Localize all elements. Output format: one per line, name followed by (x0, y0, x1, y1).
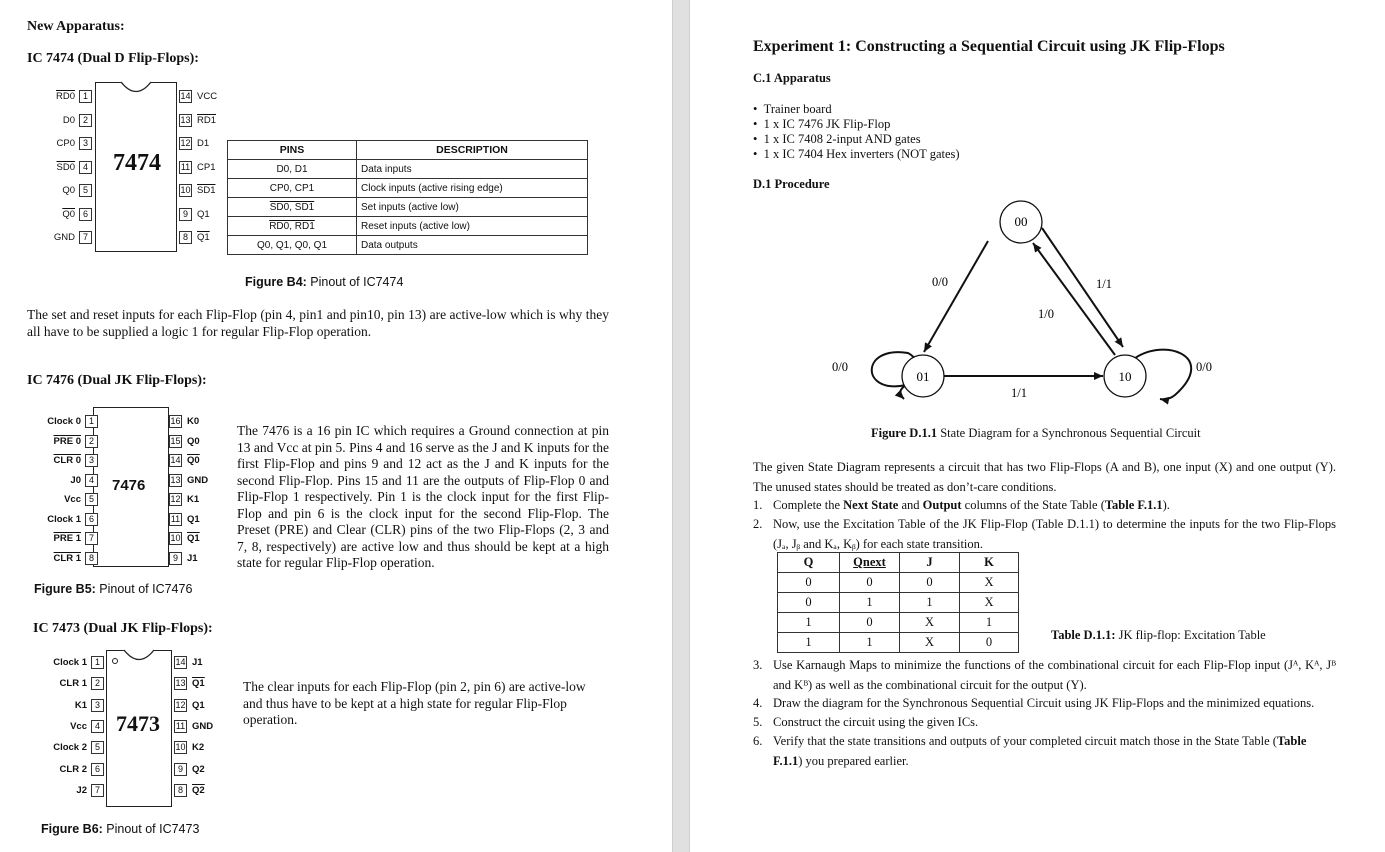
pin-label: Q0 (187, 435, 200, 447)
pin-number: 5 (79, 184, 92, 197)
table-row (778, 633, 1019, 653)
step-1-bold: Next State (843, 498, 899, 512)
pin-number: 3 (85, 454, 98, 467)
pin-label: PRE 1 (53, 533, 81, 544)
pin-label: CLR 0 (53, 455, 81, 466)
state-00-label: 00 (1014, 214, 1028, 229)
state-diagram (820, 195, 1280, 415)
figure-b4-label: Figure B4: (245, 275, 307, 289)
ic7474-label: 7474 (113, 150, 161, 176)
ic7473-notch (123, 649, 155, 663)
pin-label: K1 (187, 494, 200, 505)
pin-label: Q2 (192, 784, 205, 796)
description-cell: Reset inputs (active low) (357, 217, 588, 236)
page-heading: New Apparatus: (27, 19, 125, 34)
pin-label: Q1 (187, 533, 200, 544)
list-item-text: 1 x IC 7476 JK Flip-Flop (763, 117, 891, 131)
pin-label: CP1 (197, 161, 216, 173)
table-cell: 0 (778, 573, 840, 593)
figure-b5-text: Pinout of IC7476 (95, 582, 193, 596)
pin-number: 14 (170, 455, 181, 465)
experiment-title: Experiment 1: Constructing a Sequential Circuit using JK Flip-Flops (753, 38, 1225, 55)
pin-label: Q1 (187, 513, 200, 525)
label-10-to-00: 1/0 (1038, 307, 1054, 321)
label-10-self: 0/0 (1196, 360, 1212, 374)
pin-number: 12 (175, 699, 186, 710)
pin-number: 14 (175, 657, 186, 667)
step-6-text: ) you prepared earlier. (798, 753, 909, 768)
pin-number: 14 (180, 91, 191, 101)
description-cell: Set inputs (active low) (357, 198, 588, 217)
pin-number: 1 (85, 415, 98, 428)
pin-label: D0 (62, 114, 75, 126)
pin-label: J0 (70, 474, 81, 486)
table-cell: 1 (840, 633, 900, 653)
table-cell: 1 (960, 613, 1019, 633)
table-cell: X (960, 593, 1019, 613)
pin-number: 5 (85, 493, 98, 506)
pin-number: 11 (180, 161, 191, 172)
pin-number: 5 (91, 741, 104, 754)
table-row (778, 593, 1019, 613)
pin-number: 10 (170, 533, 181, 543)
paragraph-7474: The set and reset inputs for each Flip-Flop (pin 4, pin1 and pin10, pin 13) are active-low which is why they all have to be supplied a logic 1 for regular Flip-Flop operation. (27, 307, 609, 339)
pin-label: Q1 (197, 232, 210, 243)
list-item-text: Trainer board (763, 102, 832, 116)
pin-label: Clock 1 (47, 513, 81, 525)
pin-label: CLR 1 (59, 678, 87, 690)
pin-label: Q1 (197, 208, 210, 220)
pin-label: Q0 (62, 185, 75, 196)
ic7474-title: IC 7474 (Dual D Flip-Flops): (27, 51, 199, 66)
pin-number: 2 (91, 677, 104, 690)
figure-b4-caption (245, 275, 403, 289)
list-item-text: 1 x IC 7408 2-input AND gates (763, 132, 921, 146)
step-5: Construct the circuit using the given ICs. (773, 715, 979, 729)
table-cell: 0 (960, 633, 1019, 653)
table-d11-label: Table D.1.1: (1051, 628, 1116, 642)
figure-b6-label: Figure B6: (41, 822, 103, 836)
pin-label: CLR 1 (53, 552, 81, 564)
pins-header: PINS (228, 141, 357, 160)
pins-cell-text: SD0, SD1 (269, 201, 315, 213)
apparatus-heading: C.1 Apparatus (753, 71, 831, 85)
table-cell: 1 (840, 593, 900, 613)
ic7473-label: 7473 (116, 711, 160, 736)
step-number: 4. (753, 696, 763, 710)
pin-number: 6 (85, 513, 98, 526)
table-cell: 1 (900, 593, 960, 613)
pin-label: GND (192, 720, 214, 732)
step-4: Draw the diagram for the Synchronous Sequential Circuit using JK Flip-Flops and the minimized equations. (773, 696, 1315, 710)
pin-label: Q1 (192, 678, 205, 690)
table-d11-text: JK flip-flop: Excitation Table (1115, 628, 1266, 642)
pin-number: 11 (170, 513, 181, 524)
figure-d11-text: State Diagram for a Synchronous Sequential Circuit (937, 426, 1201, 440)
pin-label: SD1 (197, 185, 216, 196)
pin-number: 9 (169, 552, 182, 565)
pin-number: 15 (170, 435, 181, 446)
pin-label: PRE 0 (53, 435, 81, 447)
pin-number: 6 (79, 208, 92, 221)
pin-number: 1 (79, 90, 92, 103)
table-cell: X (960, 573, 1019, 593)
pin-label: Q0 (187, 455, 200, 466)
pin-number: 10 (175, 742, 186, 753)
page-gutter (672, 0, 690, 852)
list-item-text: 1 x IC 7404 Hex inverters (NOT gates) (763, 147, 960, 161)
label-00-to-10: 1/1 (1096, 277, 1112, 291)
pin1-dot (112, 658, 118, 664)
table-cell: 0 (840, 573, 900, 593)
figure-b5-caption (34, 582, 192, 596)
pin-number: 1 (91, 656, 104, 669)
step-6-text: Verify that the state transitions and outputs of your completed circuit match those in the State Table ( (773, 734, 1277, 748)
description-cell: Data outputs (357, 236, 588, 255)
figure-d11-caption (871, 426, 1201, 441)
table-cell: 0 (778, 593, 840, 613)
pin-label: Q1 (192, 699, 205, 711)
pin-label: K1 (74, 699, 87, 711)
figure-b6-caption (41, 822, 199, 836)
pin-number: 8 (85, 552, 98, 565)
step-6 (773, 732, 1336, 771)
excitation-header: J (900, 553, 960, 573)
ic7473-title: IC 7473 (Dual JK Flip-Flops): (33, 621, 213, 636)
table-row (228, 236, 588, 255)
excitation-header: Q (778, 553, 840, 573)
list-item: • 1 x IC 7404 Hex inverters (NOT gates) (753, 147, 960, 161)
excitation-header: Qnext (840, 553, 900, 573)
pin-number: 7 (85, 532, 98, 545)
ic7474-notch (120, 81, 152, 95)
pin-label: GND (53, 232, 75, 243)
table-cell: 0 (900, 573, 960, 593)
table-row (228, 198, 588, 217)
state-01-label: 01 (916, 369, 930, 384)
pin-label: J1 (187, 552, 198, 564)
pin-number: 13 (180, 114, 191, 125)
figure-d11-label: Figure D.1.1 (871, 426, 938, 440)
pin-label: SD0 (56, 161, 75, 173)
table-row (228, 179, 588, 198)
pin-label: Vcc (70, 720, 87, 732)
right-page (690, 0, 1385, 852)
edge-10-to-00 (1033, 243, 1115, 355)
pin-label: D1 (197, 138, 210, 149)
pin-label: CP0 (56, 138, 75, 149)
pins-cell: Q0, Q1, Q0, Q1 (228, 236, 357, 255)
step-1-bold: Output (922, 498, 962, 512)
step-1-text: and (898, 498, 923, 512)
pin-label: J1 (192, 657, 203, 668)
description-cell: Data inputs (357, 160, 588, 179)
table-row (228, 217, 588, 236)
step-1-bold: Table F.1.1 (1104, 498, 1163, 512)
step-number: 6. (753, 734, 763, 748)
table-cell: 0 (840, 613, 900, 633)
excitation-header: K (960, 553, 1019, 573)
step-1-text: Complete the (773, 498, 844, 512)
ic7476-label: 7476 (112, 477, 146, 494)
list-item: • 1 x IC 7408 2-input AND gates (753, 132, 921, 146)
pin-label: Clock 2 (53, 742, 87, 754)
pin-number: 4 (91, 720, 104, 733)
step-1-text: columns of the State Table ( (961, 498, 1105, 512)
intro-paragraph: The given State Diagram represents a circuit that has two Flip-Flops (A and B), one input (X) and one output (Y). The unused states should be treated as don’t-care conditions. (753, 460, 1336, 494)
procedure-heading: D.1 Procedure (753, 177, 830, 191)
step-6-bold: Table F.1.1 (773, 734, 1307, 768)
pin-number: 10 (180, 185, 191, 195)
step-number: 2. (753, 517, 763, 531)
list-item: • 1 x IC 7476 JK Flip-Flop (753, 117, 891, 131)
pin-number: 2 (79, 114, 92, 127)
pin-label: CLR 2 (59, 763, 87, 775)
left-page (0, 0, 672, 852)
pins-cell (228, 198, 357, 217)
step-number: 5. (753, 715, 763, 729)
pin-number: 9 (174, 763, 187, 776)
pin-number: 3 (79, 137, 92, 150)
label-00-to-01: 0/0 (932, 275, 948, 289)
step-number: 1. (753, 498, 763, 512)
list-item: • Trainer board (753, 102, 832, 116)
edge-00-to-01 (924, 241, 988, 352)
table-cell: X (900, 613, 960, 633)
pins-cell (228, 217, 357, 236)
pin-number: 7 (79, 231, 92, 244)
pins-cell-text: RD0, RD1 (269, 220, 315, 232)
pin-label: RD0 (55, 91, 75, 102)
pin-label: Clock 1 (53, 657, 87, 668)
apparatus-list (753, 102, 960, 162)
pin-number: 12 (180, 138, 191, 148)
table-cell: 1 (778, 633, 840, 653)
pin-number: 16 (170, 416, 181, 426)
pin-number: 13 (170, 474, 181, 485)
step-1 (773, 496, 1336, 516)
pin-number: 3 (91, 699, 104, 712)
table-row (228, 160, 588, 179)
pins-cell: CP0, CP1 (228, 179, 357, 198)
pin-label: J2 (76, 784, 87, 796)
pin-number: 4 (79, 161, 92, 174)
figure-b6-text: Pinout of IC7473 (102, 822, 200, 836)
excitation-table (777, 552, 1019, 653)
table-cell: X (900, 633, 960, 653)
pin-number: 4 (85, 474, 98, 487)
pin-label: VCC (197, 91, 218, 102)
pin-label: RD1 (197, 114, 217, 126)
pin-label: Vcc (64, 494, 81, 505)
pin-number: 13 (175, 678, 186, 689)
pin-number: 9 (179, 208, 192, 221)
ic7476-title: IC 7476 (Dual JK Flip-Flops): (27, 373, 207, 388)
figure-b4-text: Pinout of IC7474 (306, 275, 404, 289)
step-2: Now, use the Excitation Table of the JK Flip-Flop (Table D.1.1) to determine the inputs for the two Flip-Flops (Jₐ, Jᵦ and Kₐ, Kᵦ) for each state transition. (773, 517, 1336, 551)
pin-label: GND (187, 474, 209, 486)
table-d11-caption (1051, 628, 1266, 643)
pin-number: 6 (91, 763, 104, 776)
label-01-self: 0/0 (832, 360, 848, 374)
description-header: DESCRIPTION (357, 141, 588, 160)
pin-label: Q2 (192, 763, 205, 775)
paragraph-7473: The clear inputs for each Flip-Flop (pin 2, pin 6) are active-low and thus have to be kept at a high state for regular Flip-Flop operation. (243, 679, 586, 727)
step-1-text: ). (1162, 498, 1170, 512)
pin-number: 8 (174, 784, 187, 797)
step-number: 3. (753, 658, 763, 672)
step-3: Use Karnaugh Maps to minimize the functions of the combinational circuit for each Flip-Flop input (Jᴬ, Kᴬ, Jᴮ and Kᴮ) as well as the combinational circuit for the output (Y). (773, 658, 1336, 692)
label-01-to-10: 1/1 (1011, 386, 1027, 400)
pin-label: K2 (192, 742, 205, 754)
pin-number: 12 (170, 494, 181, 504)
table-cell: 1 (778, 613, 840, 633)
table-row (778, 613, 1019, 633)
pin-number: 7 (91, 784, 104, 797)
description-cell: Clock inputs (active rising edge) (357, 179, 588, 198)
pin-number: 8 (179, 231, 192, 244)
paragraph-7476: The 7476 is a 16 pin IC which requires a Ground connection at pin 13 and Vcc at pin 5. Pins 4 and 16 serve as the J and K inputs for the first Flip-Flop and pins 9 and 12 act as the J and K inputs for the second Flip-Flop. Pins 15 and 11 are the outputs of Flip-Flop 0 and Flip-Flop 1 respectively. Pin 1 is the clock input for the first Flip-Flop and pin 6 is the clock input for the second Flip-Flop. The Preset (PRE) and Clear (CLR) pins of the two Flip-Flops (2, 3 and 7, 8, respectively) are active low and thus should be kept at a high state for regular Flip-Flop operation. (237, 423, 609, 570)
pins-cell: D0, D1 (228, 160, 357, 179)
pin-number: 2 (85, 435, 98, 448)
pin-label: Q0 (62, 208, 75, 220)
state-10-label: 10 (1118, 369, 1132, 384)
pin-label: Clock 0 (47, 416, 81, 427)
pin-number: 11 (175, 720, 186, 731)
pins-table (227, 140, 588, 255)
table-row (778, 573, 1019, 593)
pin-label: K0 (187, 416, 200, 427)
figure-b5-label: Figure B5: (34, 582, 96, 596)
